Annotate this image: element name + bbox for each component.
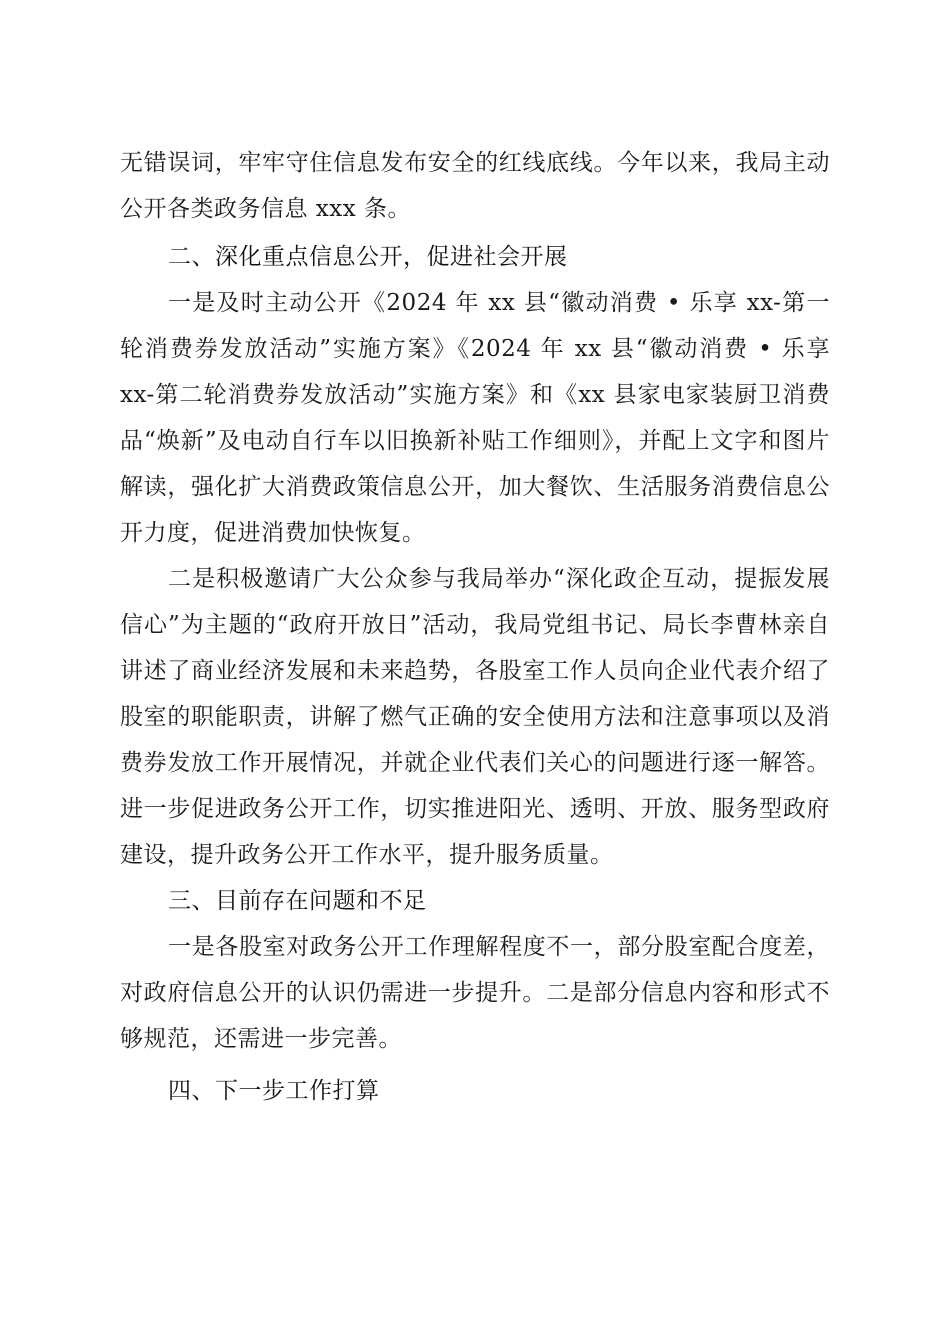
section-2-heading: 二、深化重点信息公开，促进社会开展	[168, 244, 568, 270]
section-2-paragraph-1: 一是及时主动公开《2024 年 xx 县“徽动消费 • 乐享 xx-第一轮消费券发放活动”实施方案》《2024 年 xx 县“徽动消费 • 乐享 xx-第二轮消费券发放活动”实施方案》和《xx 县家电家装厨卫消费品“焕新”及电动自行车以旧换新补贴工作细则》，并配上文字和图片解读，强化扩大消费政策信息公开，加大餐饮、生活服务消费信息公开力度，促进消费加快恢复。	[120, 290, 830, 546]
section-2-paragraph-2: 二是积极邀请广大公众参与我局举办“深化政企互动，提振发展信心”为主题的“政府开放日”活动，我局党组书记、局长李曹林亲自讲述了商业经济发展和未来趋势，各股室工作人员向企业代表介绍了股室的职能职责，讲解了燃气正确的安全使用方法和注意事项以及消费券发放工作开展情况，并就企业代表们关心的问题进行逐一解答。进一步促进政务公开工作，切实推进阳光、透明、开放、服务型政府建设，提升政务公开工作水平，提升服务质量。	[120, 566, 830, 868]
section-3-paragraph-1: 一是各股室对政务公开工作理解程度不一，部分股室配合度差，对政府信息公开的认识仍需进一步提升。二是部分信息内容和形式不够规范，还需进一步完善。	[120, 934, 830, 1052]
opening-paragraph: 无错误词，牢牢守住信息发布安全的红线底线。今年以来，我局主动公开各类政务信息 xxx 条。	[120, 150, 830, 222]
section-4-heading: 四、下一步工作打算	[168, 1078, 380, 1104]
section-3-heading: 三、目前存在问题和不足	[168, 888, 427, 914]
document-body	[120, 140, 830, 1114]
